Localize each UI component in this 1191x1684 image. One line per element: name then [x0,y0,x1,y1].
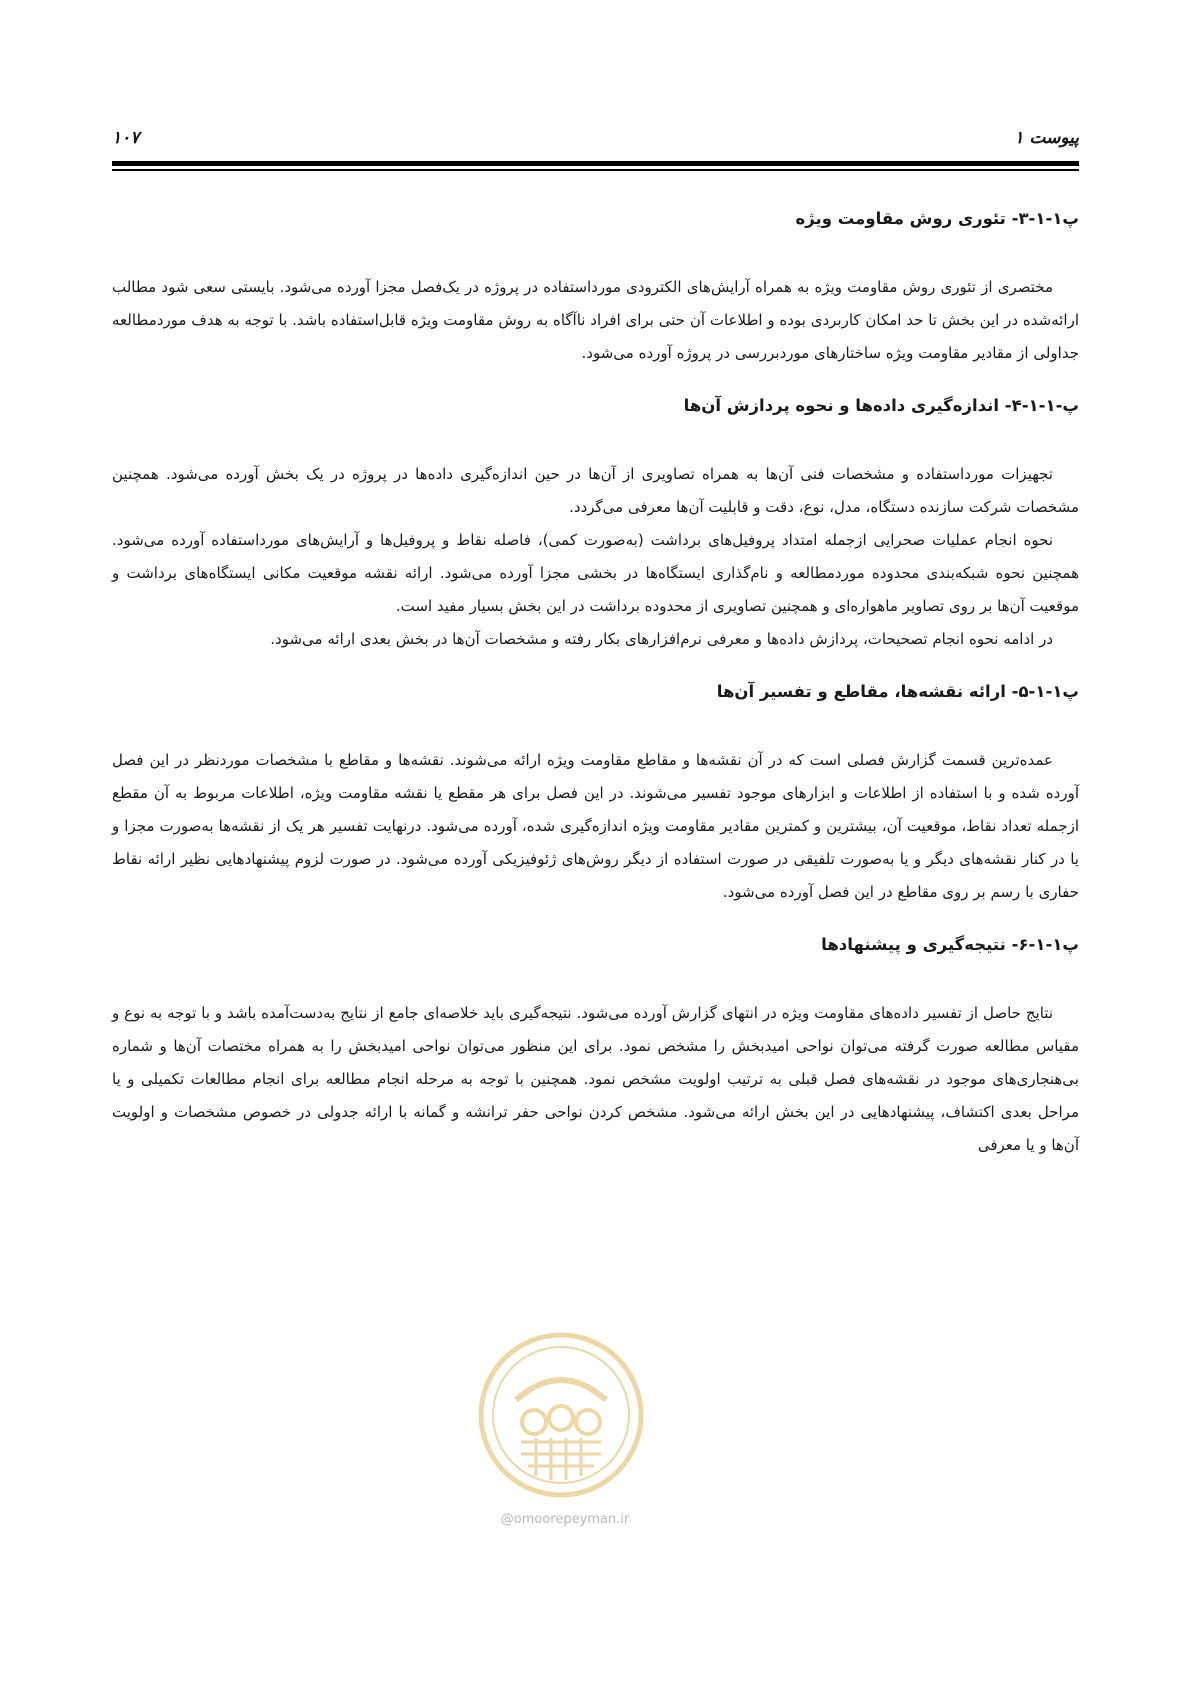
chapter-title: پیوست ۱ [1014,128,1079,148]
watermark-logo-icon [476,1330,646,1500]
paragraph: نحوه انجام عملیات صحرایی ازجمله امتداد پروفیل‌های برداشت (به‌صورت کمی)، فاصله نقاط و پروفیل‌ها و آرایش‌های مورداستفاده آورده می‌شود. همچنین نحوه شبکه‌بندی محدوده موردمطالعه و نام‌گذاری ایستگاه‌ها در بخشی مجزا آورده می‌شود. ارائه نقشه موقعیت مکانی ایستگاه‌های برداشت و موقعیت آن‌ها بر روی تصاویر ماهواره‌ای و همچنین تصاویری از محدوده برداشت در این بخش بسیار مفید است. [112,531,1079,615]
header-divider-thin [112,169,1079,171]
section-heading-conclusions: پ۱-۱-۶- نتیجه‌گیری و پیشنهادها [821,935,1079,954]
paragraph: در ادامه نحوه انجام تصحیحات، پردازش داده‌ها و معرفی نرم‌افزارهای بکار رفته و مشخصات آن‌ها در بخش بعدی ارائه می‌شود. [270,630,1053,648]
body-content [112,205,1079,1162]
watermark-url: @omoorepeyman.ir [500,1512,630,1527]
running-header [112,128,1079,158]
section-heading-maps-and-sections: پ۱-۱-۵- ارائه نقشه‌ها، مقاطع و تفسیر آن‌ها [716,682,1079,701]
paragraph: نتایج حاصل از تفسیر داده‌های مقاومت ویژه در انتهای گزارش آورده می‌شود. نتیجه‌گیری باید خلاصه‌ای جامع از نتایج به‌دست‌آمده باشد و با توجه به نوع و مقیاس مطالعه صورت گرفته می‌توان نواحی امیدبخش را مشخص نمود. برای این منظور می‌توان نواحی امیدبخش را به همراه مختصات آن‌ها و شماره بی‌هنجاری‌های موجود در نقشه‌های فصل قبلی به ترتیب اولویت مشخص نمود. همچنین با توجه به مرحله انجام مطالعه برای انجام مطالعات تکمیلی و یا مراحل بعدی اکتشاف، پیشنهادهایی در این بخش ارائه می‌شود. مشخص کردن نواحی حفر ترانشه و گمانه با ارائه جدولی در خصوص مشخصات و اولویت آن‌ها و یا معرفی [112,1004,1079,1154]
paragraph: مختصری از تئوری روش مقاومت ویژه به همراه آرایش‌های الکترودی مورداستفاده در پروژه در یک‌فصل مجزا آورده می‌شود. بایستی سعی شود مطالب ارائه‌شده در این بخش تا حد امکان کاربردی بوده و اطلاعات آن حتی برای افراد ناآگاه به روش مقاومت ویژه قابل‌استفاده باشد. با توجه به هدف موردمطالعه جداولی از مقادیر مقاومت ویژه ساختارهای موردبررسی در پروژه آورده می‌شود. [112,278,1079,362]
page-number: ۱۰۷ [112,128,140,148]
paragraph: عمده‌ترین قسمت گزارش فصلی است که در آن نقشه‌ها و مقاطع مقاومت ویژه ارائه می‌شوند. نقشه‌ها و مقاطع با مشخصات موردنظر در این فصل آورده شده و با استفاده از اطلاعات و ابزارهای موجود تفسیر می‌شوند. در این فصل برای هر مقطع یا نقشه مقاومت ویژه، اطلاعات مربوط به آن مقطع ازجمله تعداد نقاط، موقعیت آن، بیشترین و کمترین مقادیر مقاومت ویژه اندازه‌گیری شده، آورده می‌شود. درنهایت تفسیر هر یک از نقشه‌ها به‌صورت مجزا و یا در کنار نقشه‌های دیگر و یا به‌صورت تلفیقی در صورت استفاده از دیگر روش‌های ژئوفیزیکی آورده می‌شود. در صورت لزوم پیشنهادهایی نظیر ارائه نقاط حفاری با رسم بر روی مقاطع در این فصل آورده می‌شود. [112,751,1079,901]
paragraph: تجهیزات مورداستفاده و مشخصات فنی آن‌ها به همراه تصاویری از آن‌ها در حین اندازه‌گیری داده‌ها در پروژه در یک بخش آورده می‌شود. همچنین مشخصات شرکت سازنده دستگاه، مدل، نوع، دقت و قابلیت آن‌ها معرفی می‌گردد. [112,465,1079,516]
section-heading-resistivity-theory: پ۱-۱-۳- تئوری روش مقاومت ویژه [795,209,1079,228]
section-heading-data-measurement: پ-۱-۱-۴- اندازه‌گیری داده‌ها و نحوه پردازش آن‌ها [683,396,1079,415]
header-divider-thick [112,161,1079,166]
